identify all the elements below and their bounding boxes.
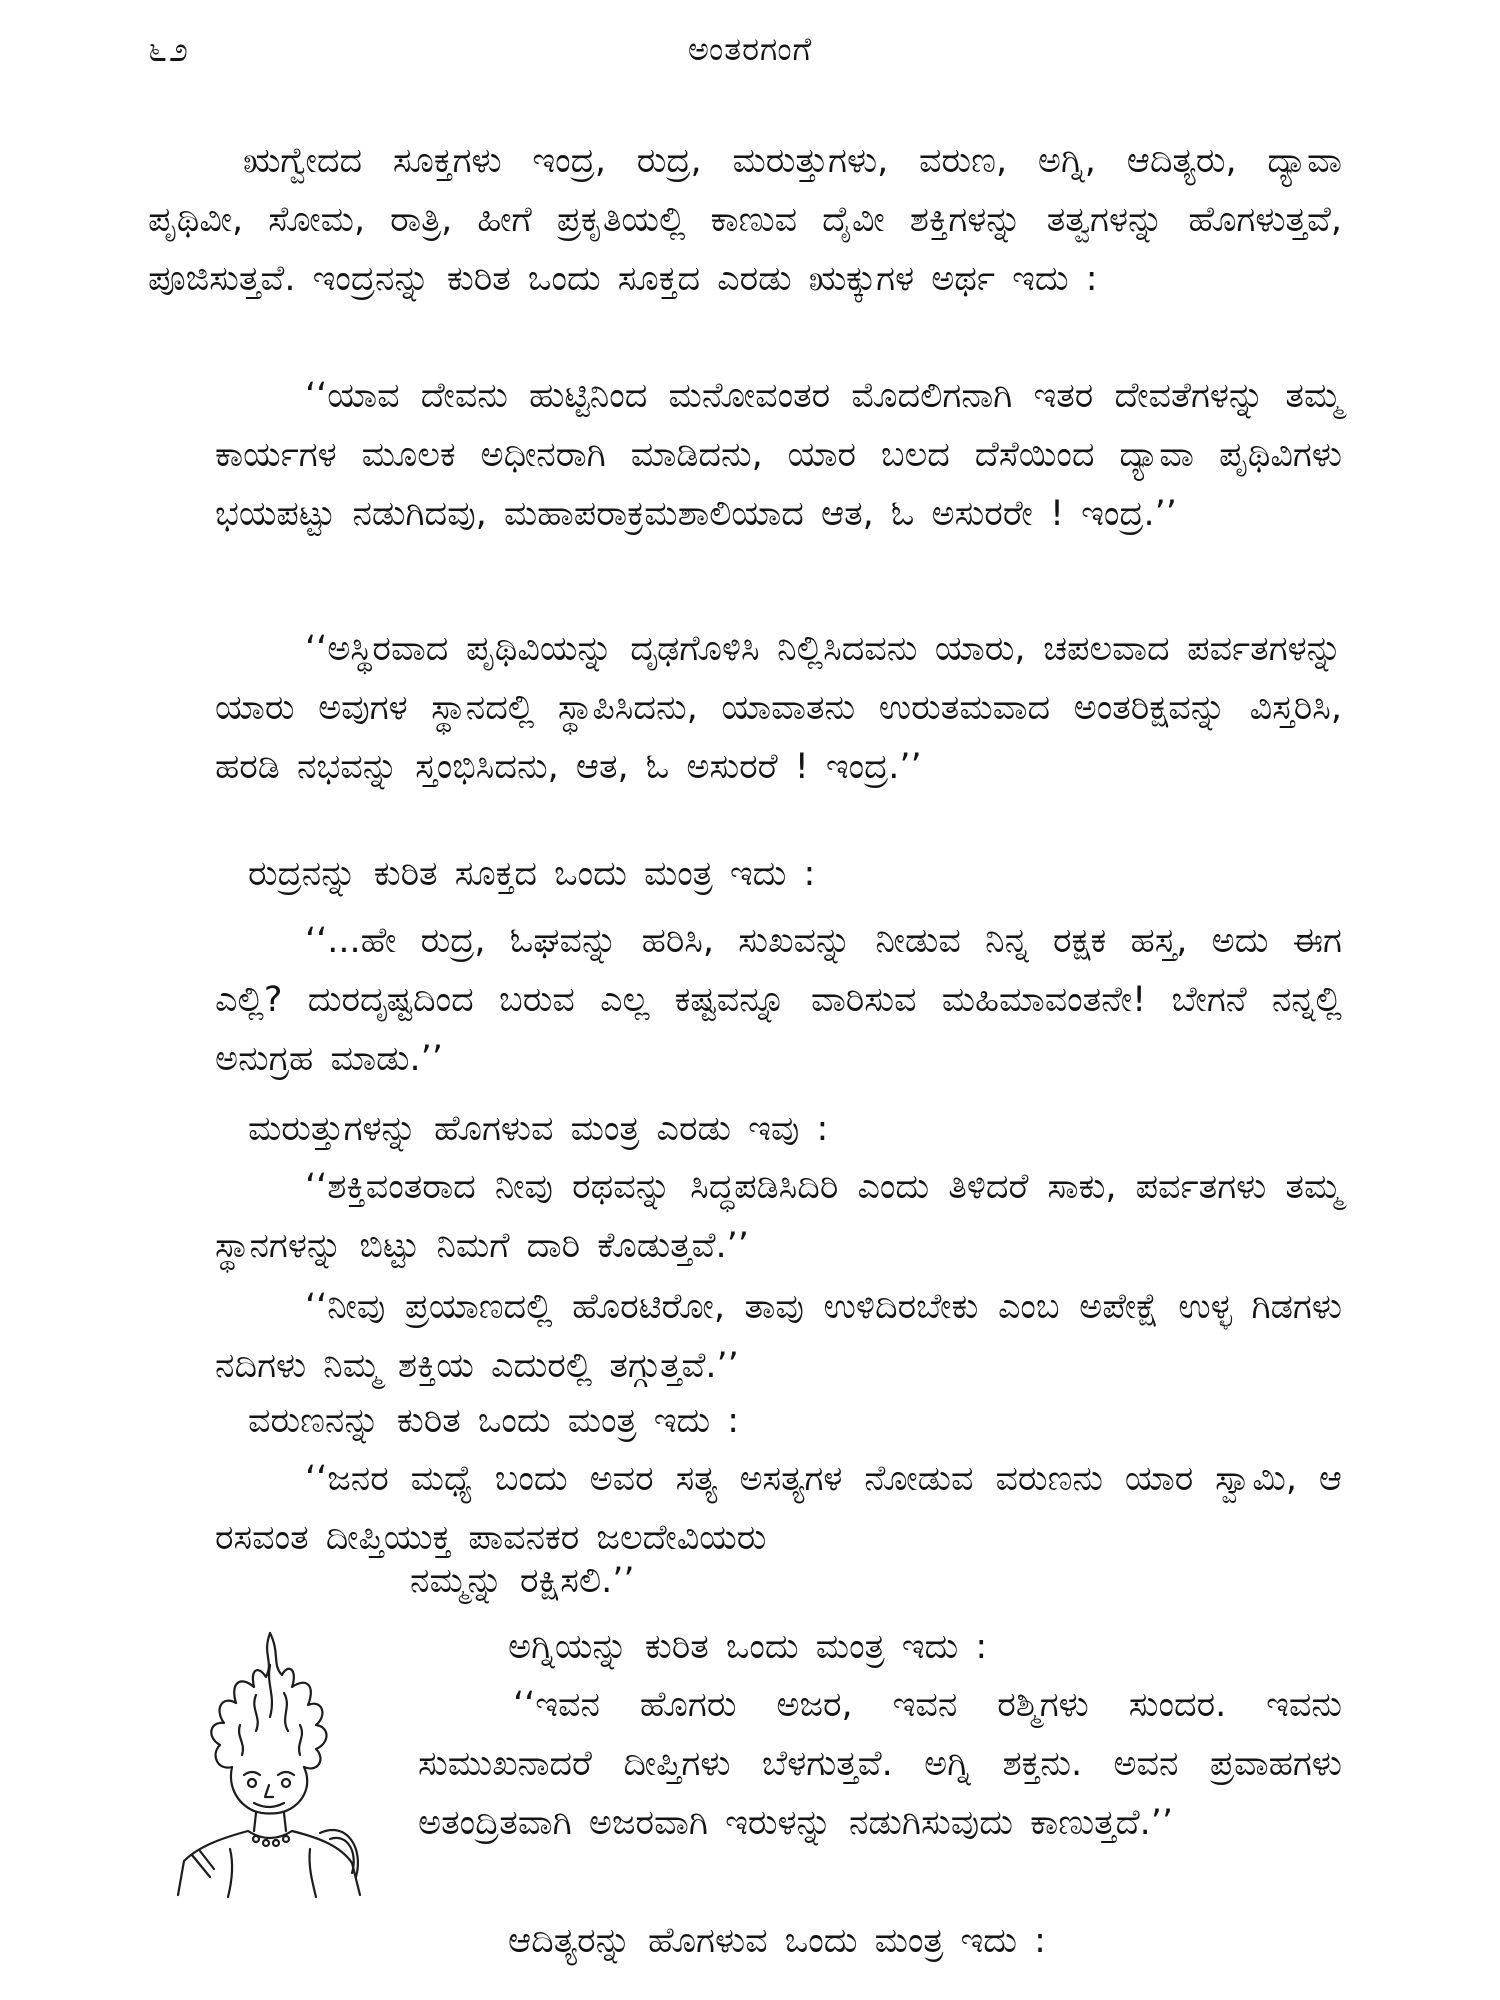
agni-lead: ಅಗ್ನಿಯನ್ನು ಕುರಿತ ಒಂದು ಮಂತ್ರ ಇದು : xyxy=(508,1627,988,1667)
varuna-quote-end: ನಮ್ಮನ್ನು ರಕ್ಷಿಸಲಿ.’’ xyxy=(410,1561,635,1601)
marut-quote-1: ‘‘ಶಕ್ತಿವಂತರಾದ ನೀವು ರಥವನ್ನು ಸಿದ್ಧಪಡಿಸಿದಿರಿ ಎಂದು ತಿಳಿದರೆ ಸಾಕು, ಪರ್ವತಗಳು ತಮ್ಮ ಸ್ಥಾನಗಳನ್ನು ಬಿಟ್ಟು ನಿಮಗೆ ದಾರಿ ಕೊಡುತ್ತವೆ.’’ xyxy=(215,1167,1342,1266)
running-title: ಅಂತರಗಂಗೆ xyxy=(687,30,813,68)
agni-fire-deity-sketch-icon xyxy=(170,1625,370,1905)
varuna-quote: ‘‘ಜನರ ಮಧ್ಯೆ ಬಂದು ಅವರ ಸತ್ಯ ಅಸತ್ಯಗಳ ನೋಡುವ ವರುಣನು ಯಾರ ಸ್ವಾಮಿ, ಆ ರಸವಂತ ದೀಪ್ತಿಯುಕ್ತ ಪಾವನಕರ ಜಲದೇವಿಯರು xyxy=(215,1459,1342,1558)
intro-paragraph: ಋಗ್ವೇದದ ಸೂಕ್ತಗಳು ಇಂದ್ರ, ರುದ್ರ, ಮರುತ್ತುಗಳು, ವರುಣ, ಅಗ್ನಿ, ಆದಿತ್ಯರು, ದ್ಯಾವಾ ಪೃಥಿವೀ, ಸೋಮ, ರಾತ್ರಿ, ಹೀಗೆ ಪ್ರಕೃತಿಯಲ್ಲಿ ಕಾಣುವ ದೈವೀ ಶಕ್ತಿಗಳನ್ನು ತತ್ವಗಳನ್ನು ಹೊಗಳುತ್ತವೆ, ಪೂಜಿಸುತ್ತವೆ. ಇಂದ್ರನನ್ನು ಕುರಿತ ಒಂದು ಸೂಕ್ತದ ಎರಡು ಋಕ್ಕುಗಳ ಅರ್ಥ ಇದು : xyxy=(148,141,1342,299)
rudra-lead: ರುದ್ರನನ್ನು ಕುರಿತ ಸೂಕ್ತದ ಒಂದು ಮಂತ್ರ ಇದು : xyxy=(248,854,816,894)
indra-quote-1: ‘‘ಯಾವ ದೇವನು ಹುಟ್ಟಿನಿಂದ ಮನೋವಂತರ ಮೊದಲಿಗನಾಗಿ ಇತರ ದೇವತೆಗಳನ್ನು ತಮ್ಮ ಕಾರ್ಯಗಳ ಮೂಲಕ ಅಧೀನರಾಗಿ ಮಾಡಿದನು, ಯಾರ ಬಲದ ದೆಸೆಯಿಂದ ದ್ಯಾವಾ ಪೃಥಿವಿಗಳು ಭಯಪಟ್ಟು ನಡುಗಿದವು, ಮಹಾಪರಾಕ್ರಮಶಾಲಿಯಾದ ಆತ, ಓ ಅಸುರರೇ ! ಇಂದ್ರ.’’ xyxy=(215,376,1342,534)
page-number: ೬೨ xyxy=(148,30,191,70)
agni-quote: ‘‘ಇವನ ಹೊಗರು ಅಜರ, ಇವನ ರಶ್ಮಿಗಳು ಸುಂದರ. ಇವನು ಸುಮುಖನಾದರೆ ದೀಪ್ತಿಗಳು ಬೆಳಗುತ್ತವೆ. ಅಗ್ನಿ ಶಕ್ತನು. ಅವನ ಪ್ರವಾಹಗಳು ಅತಂದ್ರಿತವಾಗಿ ಅಜರವಾಗಿ ಇರುಳನ್ನು ನಡುಗಿಸುವುದು ಕಾಣುತ್ತದೆ.’’ xyxy=(418,1685,1342,1843)
marut-quote-2: ‘‘ನೀವು ಪ್ರಯಾಣದಲ್ಲಿ ಹೊರಟಿರೋ, ತಾವು ಉಳಿದಿರಬೇಕು ಎಂಬ ಅಪೇಕ್ಷೆ ಉಳ್ಳ ಗಿಡಗಳು ನದಿಗಳು ನಿಮ್ಮ ಶಕ್ತಿಯ ಎದುರಲ್ಲಿ ತಗ್ಗುತ್ತವೆ.’’ xyxy=(215,1287,1342,1386)
varuna-lead: ವರುಣನನ್ನು ಕುರಿತ ಒಂದು ಮಂತ್ರ ಇದು : xyxy=(248,1401,740,1441)
rudra-quote: ‘‘...ಹೇ ರುದ್ರ, ಓಘವನ್ನು ಹರಿಸಿ, ಸುಖವನ್ನು ನೀಡುವ ನಿನ್ನ ರಕ್ಷಕ ಹಸ್ತ, ಅದು ಈಗ ಎಲ್ಲಿ? ದುರದೃಷ್ಟದಿಂದ ಬರುವ ಎಲ್ಲ ಕಷ್ಟವನ್ನೂ ವಾರಿಸುವ ಮಹಿಮಾವಂತನೇ! ಬೇಗನೆ ನನ್ನಲ್ಲಿ ಅನುಗ್ರಹ ಮಾಡು.’’ xyxy=(215,921,1342,1079)
aditya-lead: ಆದಿತ್ಯರನ್ನು ಹೊಗಳುವ ಒಂದು ಮಂತ್ರ ಇದು : xyxy=(508,1921,1046,1961)
indra-quote-2: ‘‘ಅಸ್ಥಿರವಾದ ಪೃಥಿವಿಯನ್ನು ದೃಢಗೊಳಿಸಿ ನಿಲ್ಲಿಸಿದವನು ಯಾರು, ಚಪಲವಾದ ಪರ್ವತಗಳನ್ನು ಯಾರು ಅವುಗಳ ಸ್ಥಾನದಲ್ಲಿ ಸ್ಥಾಪಿಸಿದನು, ಯಾವಾತನು ಉರುತಮವಾದ ಅಂತರಿಕ್ಷವನ್ನು ವಿಸ್ತರಿಸಿ, ಹರಡಿ ನಭವನ್ನು ಸ್ತಂಭಿಸಿದನು, ಆತ, ಓ ಅಸುರರೆ ! ಇಂದ್ರ.’’ xyxy=(215,629,1342,787)
marut-lead: ಮರುತ್ತುಗಳನ್ನು ಹೊಗಳುವ ಮಂತ್ರ ಎರಡು ಇವು : xyxy=(248,1109,829,1149)
